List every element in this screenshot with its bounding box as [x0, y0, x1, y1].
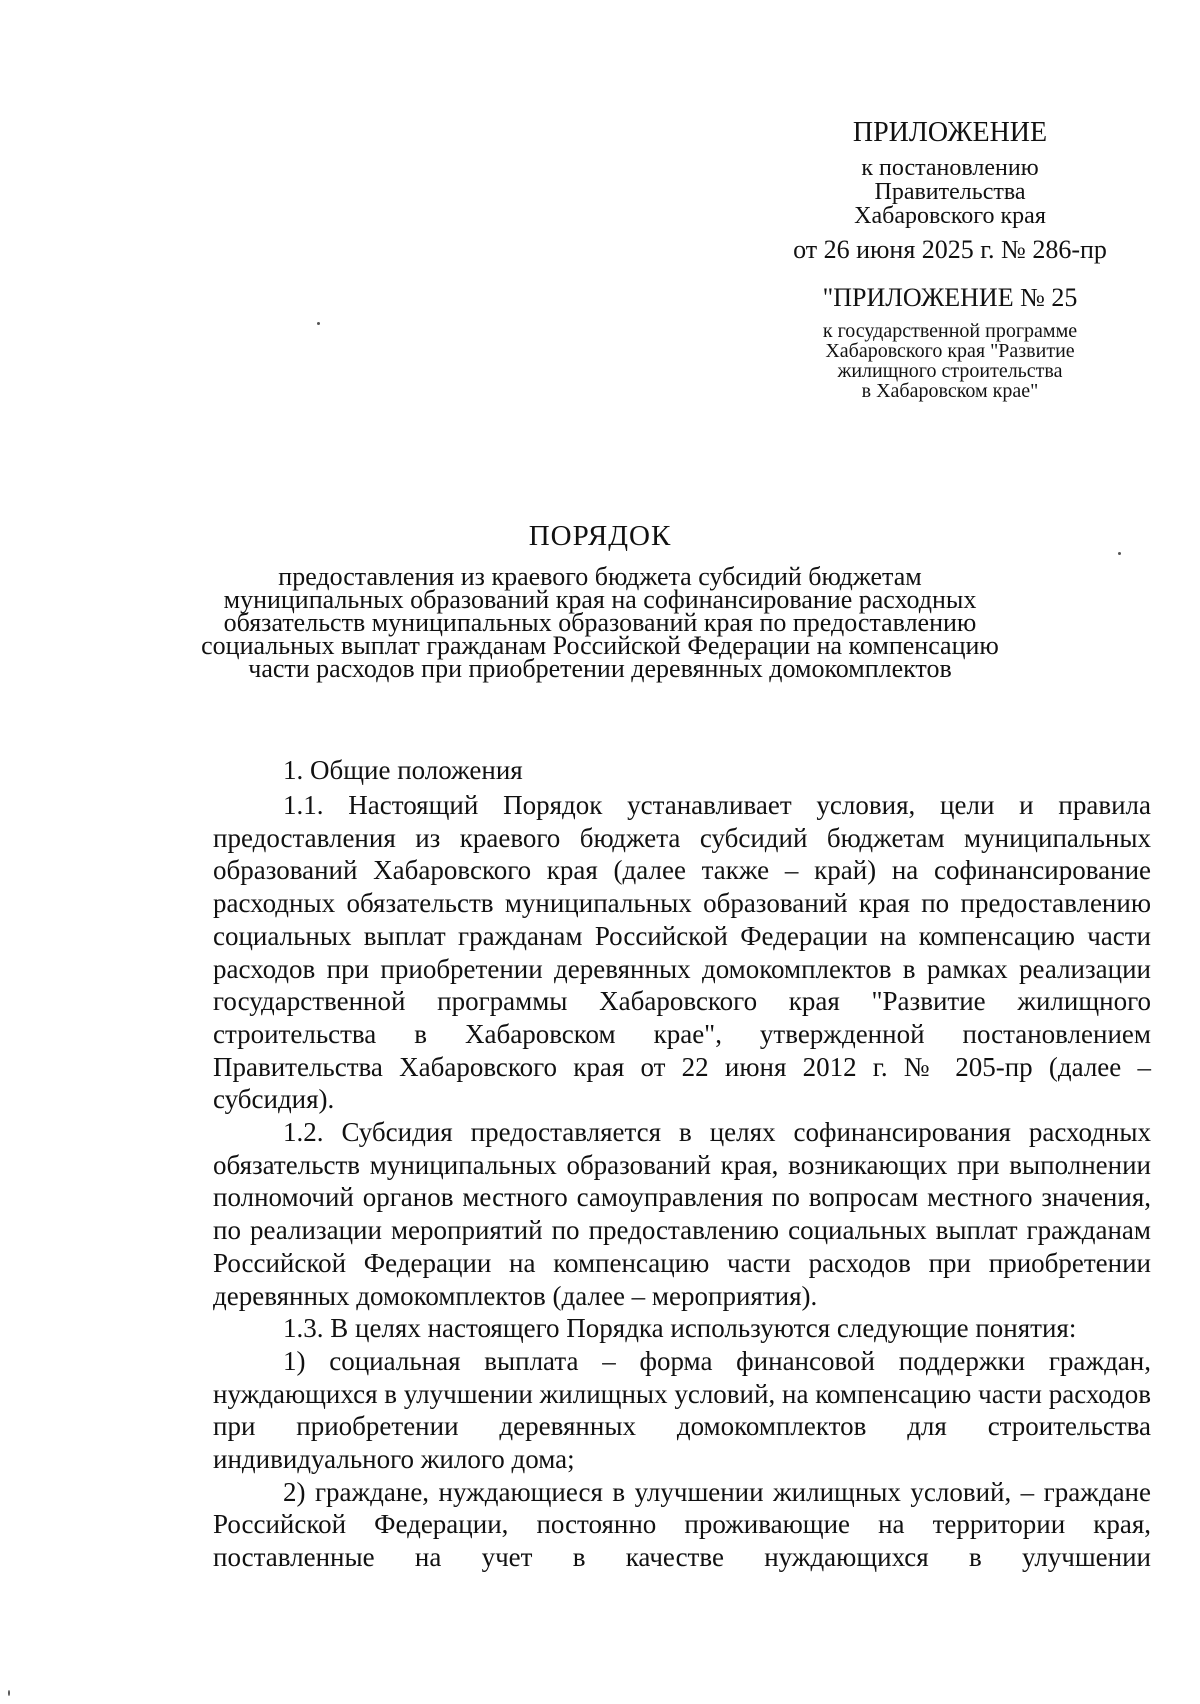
paragraph-1-2: 1.2. Субсидия предоставляется в целях софинансирования расходных обязательств муниципальных образований края, возникающих при выполнении полномочий органов местного самоуправления по вопросам местного значения, по реализации мероприятий по предоставлению социальных выплат гражданам Российской Федерации на компенсацию части расходов при приобретении деревянных домокомплектов (далее – мероприятия).: [213, 1117, 1151, 1311]
program-reference-line: Хабаровского края "Развитие: [825, 340, 1075, 362]
paragraph-1-1: 1.1. Настоящий Порядок устанавливает условия, цели и правила предоставления из краевого бюджета субсидий бюджетам муниципальных образований Хабаровского края (далее также – край) на софинансирование расходных обязательств муниципальных образований края по предоставлению социальных выплат гражданам Российской Федерации на компенсацию части расходов при приобретении деревянных домокомплектов в рамках реализации государственной программы Хабаровского края "Развитие жилищного строительства в Хабаровском крае", утвержденной постановлением Правительства Хабаровского края от 22 июня 2012 г. № 205-пр (далее – субсидия).: [213, 790, 1151, 1115]
body-text: [213, 789, 1151, 1574]
document-subtitle: [160, 562, 1040, 683]
program-reference-line: в Хабаровском крае": [861, 380, 1039, 402]
scan-speck: [1118, 552, 1121, 555]
program-reference: [760, 321, 1140, 401]
paragraph-1-3: 1.3. В целях настоящего Порядка используются следующие понятия:: [283, 1313, 1077, 1344]
scan-speck: [317, 322, 320, 325]
document-title: ПОРЯДОК: [528, 520, 672, 552]
decree-reference: [760, 156, 1140, 228]
program-reference-line: к государственной программе: [822, 320, 1078, 342]
decree-reference-line: Правительства: [874, 179, 1026, 205]
program-reference-line: жилищного строительства: [837, 360, 1063, 382]
appendix-title-text: ПРИЛОЖЕНИЕ: [852, 117, 1048, 148]
subtitle-line: предоставления из краевого бюджета субсидий бюджетам: [278, 562, 922, 591]
subtitle-line: части расходов при приобретении деревянных домокомплектов: [248, 654, 952, 683]
subtitle-line: муниципальных образований края на софинансирование расходных: [223, 585, 977, 614]
scan-speck: [8, 1690, 10, 1696]
decree-reference-line: к постановлению: [861, 155, 1039, 181]
subtitle-line: обязательств муниципальных образований края по предоставлению: [223, 608, 977, 637]
appendix-title: [760, 118, 1140, 147]
paragraph-item-2: 2) граждане, нуждающиеся в улучшении жилищных условий, – граждане Российской Федерации, постоянно проживающие на территории края, поставленные на учет в качестве нуждающихся в улучшении: [213, 1476, 1151, 1573]
section-heading: 1. Общие положения: [283, 755, 523, 785]
paragraph-item-1: 1) социальная выплата – форма финансовой поддержки граждан, нуждающихся в улучшении жилищных условий, на компенсацию части расходов при приобретении деревянных домокомплектов для строительства индивидуального жилого дома;: [213, 1345, 1151, 1475]
program-appendix-title: [760, 283, 1140, 312]
decree-reference-line: Хабаровского края: [854, 203, 1046, 229]
decree-date: [760, 235, 1140, 264]
subtitle-line: социальных выплат гражданам Российской Федерации на компенсацию: [201, 631, 999, 660]
decree-date-text: от 26 июня 2025 г. № 286-пр: [793, 235, 1107, 264]
program-appendix-title-text: "ПРИЛОЖЕНИЕ № 25: [822, 283, 1078, 312]
